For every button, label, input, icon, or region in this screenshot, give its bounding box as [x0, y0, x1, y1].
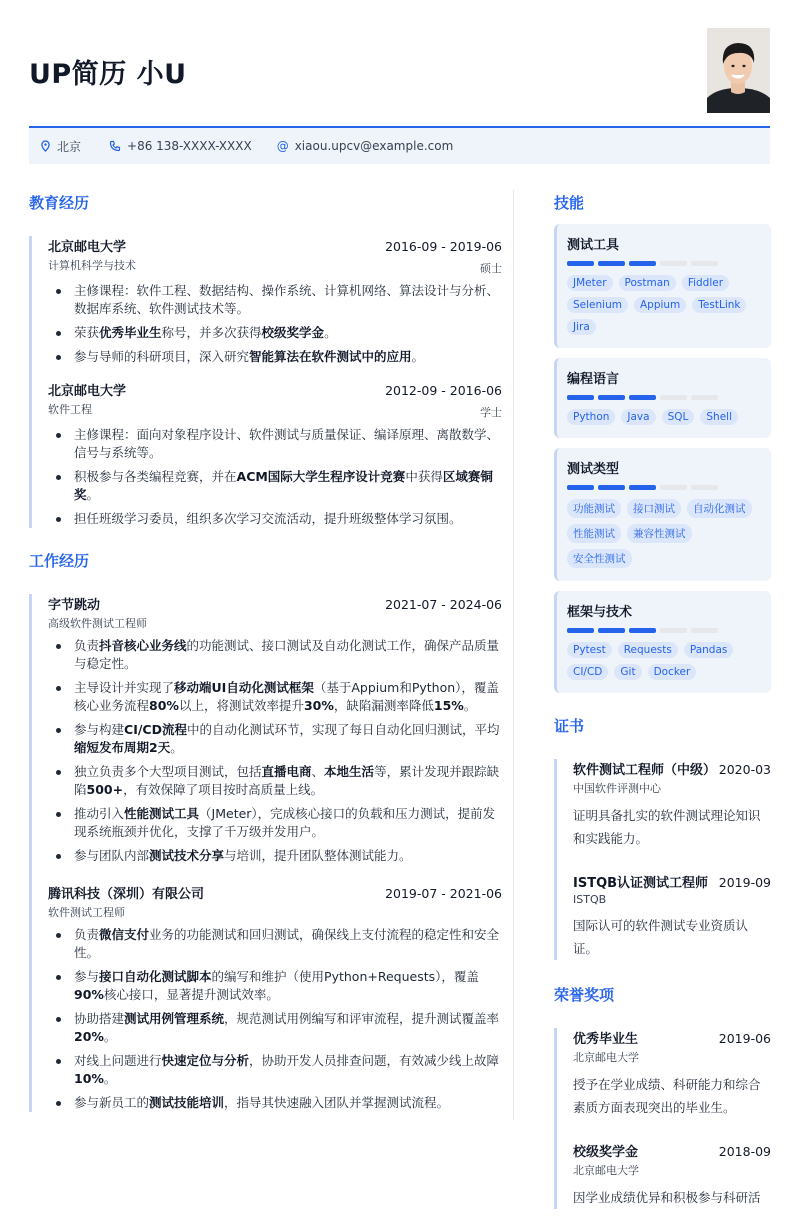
work-entry: [48, 594, 502, 865]
skill-tag: Requests: [618, 642, 678, 658]
location-text: 北京: [57, 139, 82, 154]
skills-heading: 技能: [554, 194, 585, 212]
bold-text: 500+: [86, 782, 124, 797]
bold-text: ACM国际大学生程序设计竞赛: [236, 469, 406, 484]
skill-card: [554, 591, 771, 693]
major-name: 软件工程: [48, 403, 92, 416]
bullet-item: 独立负责多个大型项目测试，包括直播电商、本地生活等，累计发现并跟踪缺陷500+，有效保障了项目按时高质量上线。: [48, 763, 502, 799]
entry-date: 2012-09 - 2016-06: [385, 383, 502, 398]
level-segment: [691, 628, 718, 633]
bullet-item: 参与接口自动化测试脚本的编写和维护（使用Python+Requests），覆盖90%核心接口，显著提升测试效率。: [48, 968, 502, 1004]
skill-tag: Selenium: [567, 297, 628, 313]
bold-text: 快速定位与分析: [161, 1053, 250, 1068]
company-name: 腾讯科技（深圳）有限公司: [48, 887, 205, 902]
level-segment: [629, 261, 656, 266]
skill-tag: Git: [614, 664, 641, 680]
cert-entry: [573, 872, 771, 960]
skill-tag: TestLink: [692, 297, 746, 313]
skill-tags: [567, 272, 761, 338]
skill-tag: 功能测试: [567, 499, 621, 518]
bold-text: 移动端UI自动化测试框架: [174, 680, 314, 695]
bullet-item: 参与导师的科研项目，深入研究智能算法在软件测试中的应用。: [48, 348, 502, 366]
bullet-item: 参与新员工的测试技能培训，指导其快速融入团队并掌握测试流程。: [48, 1094, 502, 1112]
entry-date: 2019-06: [718, 1031, 771, 1046]
school-name: 北京邮电大学: [48, 240, 127, 255]
bold-text: 性能测试工具: [124, 806, 200, 821]
skill-tags: [567, 496, 761, 571]
skill-level-bar: [567, 395, 761, 400]
skill-tag: 性能测试: [567, 524, 621, 543]
cert-name: ISTQB认证测试工程师: [573, 876, 709, 891]
contact-email: [275, 138, 454, 154]
level-segment: [691, 485, 718, 490]
skill-tag: Jira: [567, 319, 596, 335]
level-segment: [660, 628, 687, 633]
bold-text: 测试技术分享: [149, 848, 225, 863]
entry-header: [48, 594, 502, 613]
skill-tags: [567, 406, 761, 428]
honor-issuer: 北京邮电大学: [573, 1164, 639, 1177]
skill-level-bar: [567, 485, 761, 490]
skill-name: 编程语言: [567, 372, 620, 387]
bold-text: 90%: [74, 987, 104, 1002]
level-segment: [598, 261, 625, 266]
skill-tag: 安全性测试: [567, 549, 632, 568]
bold-text: 15%: [433, 698, 464, 713]
bullet-item: 主导设计并实现了移动端UI自动化测试框架（基于Appium和Python），覆盖核心业务流程80%以上，将测试效率提升30%，缺陷漏测率降低15%。: [48, 679, 502, 715]
bullet-item: 主修课程：面向对象程序设计、软件测试与质量保证、编译原理、离散数学、信号与系统等。: [48, 426, 502, 462]
bold-text: 10%: [74, 1071, 104, 1086]
level-segment: [567, 628, 594, 633]
location-pin-icon: [37, 138, 53, 154]
bullet-item: 荣获优秀毕业生称号，并多次获得校级奖学金。: [48, 324, 502, 342]
entry-date: 2019-09: [718, 875, 771, 890]
cert-description: 国际认可的软件测试专业资质认证。: [573, 918, 749, 956]
level-segment: [629, 395, 656, 400]
skill-tag: 自动化测试: [687, 499, 752, 518]
skill-tag: Postman: [619, 275, 676, 291]
level-segment: [660, 485, 687, 490]
bold-text: 接口自动化测试脚本: [99, 969, 212, 984]
bold-text: 30%: [303, 698, 334, 713]
honor-entry: [573, 1141, 771, 1209]
level-segment: [660, 261, 687, 266]
honor-name: 优秀毕业生: [573, 1032, 639, 1047]
bullet-item: 协助搭建测试用例管理系统，规范测试用例编写和评审流程，提升测试覆盖率20%。: [48, 1010, 502, 1046]
entry-date: 2019-07 - 2021-06: [385, 886, 502, 901]
honor-description: 授予在学业成绩、科研能力和综合素质方面表现突出的毕业生。: [573, 1077, 761, 1115]
education-heading: 教育经历: [29, 194, 90, 212]
profile-photo: [707, 28, 770, 113]
skill-tag: 兼容性测试: [627, 524, 692, 543]
skill-tag: Pandas: [684, 642, 734, 658]
work-entry: [48, 883, 502, 1112]
phone-icon: [107, 138, 123, 154]
entry-date: 2020-03: [718, 762, 771, 777]
right-column: [554, 190, 771, 1231]
bold-text: 80%: [149, 698, 179, 713]
skill-tags: [567, 639, 761, 683]
company-name: 字节跳动: [48, 598, 101, 613]
job-title: 软件测试工程师: [48, 906, 125, 919]
honors-heading: 荣誉奖项: [554, 986, 615, 1004]
honor-issuer: 北京邮电大学: [573, 1051, 639, 1064]
entry-date: 2016-09 - 2019-06: [385, 239, 502, 254]
skill-name: 框架与技术: [567, 605, 633, 620]
level-segment: [567, 485, 594, 490]
work-heading: 工作经历: [29, 552, 90, 570]
level-segment: [691, 261, 718, 266]
skill-card: [554, 448, 771, 581]
bullet-item: 对线上问题进行快速定位与分析，协助开发人员排查问题，有效减少线上故障10%。: [48, 1052, 502, 1088]
major-name: 计算机科学与技术: [48, 259, 136, 272]
skill-tag: Docker: [648, 664, 697, 680]
entry-header: [48, 883, 502, 902]
column-divider: [513, 190, 514, 1120]
entry-header: [573, 1028, 771, 1047]
contact-phone: [107, 138, 252, 154]
skill-level-bar: [567, 261, 761, 266]
certs-heading: 证书: [554, 717, 585, 735]
email-text[interactable]: xiaou.upcv@example.com: [294, 139, 454, 153]
bullet-item: 积极参与各类编程竞赛，并在ACM国际大学生程序设计竞赛中获得区域赛铜奖。: [48, 468, 502, 504]
cert-name: 软件测试工程师（中级）: [573, 763, 717, 778]
level-segment: [691, 395, 718, 400]
education-list: [29, 236, 502, 528]
honor-entry: [573, 1028, 771, 1119]
honor-description: 因学业成绩优异和积极参与科研活: [573, 1190, 761, 1205]
bold-text: 智能算法在软件测试中的应用: [249, 349, 412, 364]
bold-text: 直播电商: [261, 764, 312, 779]
level-segment: [598, 628, 625, 633]
level-segment: [629, 628, 656, 633]
bullet-item: 担任班级学习委员，组织多次学习交流活动，提升班级整体学习氛围。: [48, 510, 502, 528]
bullet-item: 参与构建CI/CD流程中的自动化测试环节，实现了每日自动化回归测试，平均缩短发布周期2天。: [48, 721, 502, 757]
entry-header: [573, 759, 771, 778]
bold-text: 抖音核心业务线: [99, 638, 187, 653]
at-sign-icon: @: [276, 139, 289, 153]
bullet-list: [48, 926, 502, 1112]
certs-list: [554, 759, 771, 960]
cert-issuer: 中国软件评测中心: [573, 782, 661, 795]
bullet-list: [48, 637, 502, 865]
education-entry: [48, 236, 502, 366]
level-segment: [598, 485, 625, 490]
skill-tag: Fiddler: [682, 275, 729, 291]
skill-tag: JMeter: [567, 275, 613, 291]
skill-tag: 接口测试: [627, 499, 681, 518]
bold-text: CI/CD流程: [124, 722, 187, 737]
bold-text: 微信支付: [99, 927, 150, 942]
bold-text: 缩短发布周期2天: [74, 740, 171, 755]
skill-tag: Pytest: [567, 642, 612, 658]
level-segment: [598, 395, 625, 400]
level-segment: [660, 395, 687, 400]
work-list: [29, 594, 502, 1112]
skill-tag: CI/CD: [567, 664, 608, 680]
honors-list: [554, 1028, 771, 1209]
bullet-item: 推动引入性能测试工具（JMeter），完成核心接口的负载和压力测试，提前发现系统瓶颈并优化，支撑了千万级并发用户。: [48, 805, 502, 841]
entry-header: [573, 1141, 771, 1160]
bold-text: 20%: [74, 1029, 104, 1044]
skill-tag: Java: [621, 409, 655, 425]
skill-level-bar: [567, 628, 761, 633]
entry-date: 2018-09: [718, 1144, 771, 1159]
education-entry: [48, 380, 502, 528]
entry-header: [48, 236, 502, 255]
cert-issuer: ISTQB: [573, 893, 607, 906]
cert-description: 证明具备扎实的软件测试理论知识和实践能力。: [573, 808, 761, 846]
bullet-item: 负责抖音核心业务线的功能测试、接口测试及自动化测试工作，确保产品质量与稳定性。: [48, 637, 502, 673]
bold-text: 测试用例管理系统: [124, 1011, 225, 1026]
level-segment: [567, 395, 594, 400]
bold-text: 区域赛铜奖: [74, 469, 493, 502]
contact-location: [37, 138, 81, 155]
left-column: [29, 190, 502, 1130]
skill-tag: SQL: [662, 409, 695, 425]
school-name: 北京邮电大学: [48, 384, 127, 399]
job-title: 高级软件测试工程师: [48, 617, 147, 630]
entry-date: 2021-07 - 2024-06: [385, 597, 502, 612]
level-segment: [567, 261, 594, 266]
bullet-list: [48, 426, 502, 528]
bold-text: 本地生活: [324, 764, 375, 779]
honor-name: 校级奖学金: [573, 1145, 639, 1160]
degree-name: 硕士: [480, 262, 502, 275]
skills-list: [554, 224, 771, 693]
bullet-item: 负责微信支付业务的功能测试和回归测试，确保线上支付流程的稳定性和安全性。: [48, 926, 502, 962]
skill-card: [554, 224, 771, 348]
bullet-item: 参与团队内部测试技术分享与培训，提升团队整体测试能力。: [48, 847, 502, 865]
skill-tag: Appium: [634, 297, 686, 313]
skill-tag: Shell: [700, 409, 738, 425]
skill-tag: Python: [567, 409, 615, 425]
bullet-list: [48, 282, 502, 366]
bold-text: 测试技能培训: [149, 1095, 225, 1110]
cert-entry: [573, 759, 771, 850]
skill-name: 测试类型: [567, 462, 620, 477]
phone-text: +86 138-XXXX-XXXX: [127, 139, 252, 153]
entry-header: [48, 380, 502, 399]
bullet-item: 主修课程：软件工程、数据结构、操作系统、计算机网络、算法设计与分析、数据库系统、软件测试技术等。: [48, 282, 502, 318]
level-segment: [629, 485, 656, 490]
bold-text: 校级奖学金: [261, 325, 325, 340]
contact-bar: [29, 128, 770, 164]
entry-header: [573, 872, 771, 891]
resume-name: UP简历 小U: [29, 59, 187, 90]
bold-text: 优秀毕业生: [99, 325, 162, 340]
degree-name: 学士: [480, 406, 502, 419]
skill-name: 测试工具: [567, 238, 620, 253]
skill-card: [554, 358, 771, 438]
